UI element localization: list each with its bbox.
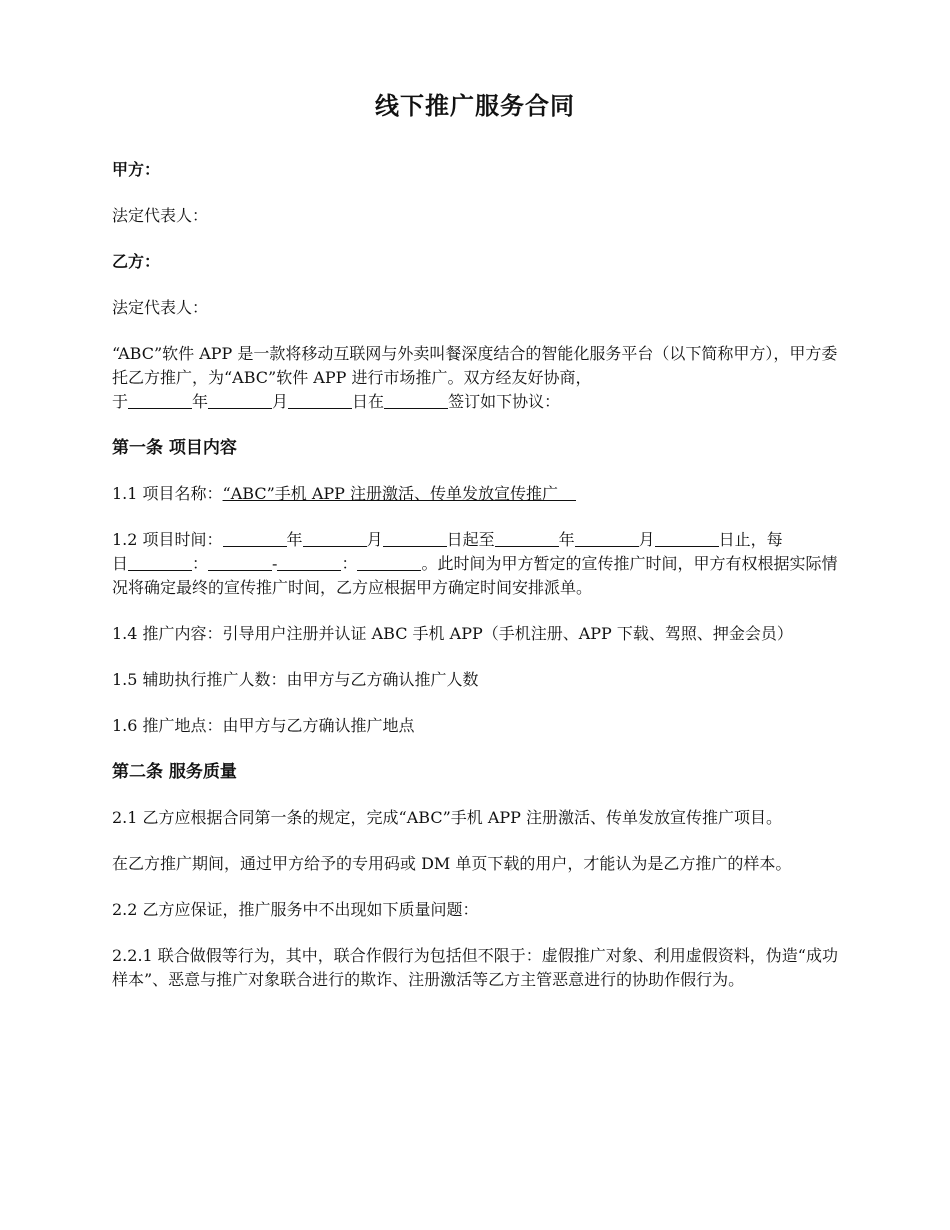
party-b-representative: 法定代表人：	[112, 298, 209, 317]
intro-year-label: 年	[192, 392, 209, 411]
intro-day-label: 日在	[352, 392, 385, 411]
blank-start-year[interactable]	[223, 530, 287, 547]
blank-month[interactable]	[208, 392, 272, 409]
colon-2: ：	[341, 554, 358, 573]
item2-label: 1.2 项目时间：	[112, 530, 223, 549]
project-name-tail	[558, 484, 576, 501]
intro-paragraph	[112, 342, 838, 414]
blank-end-year[interactable]	[495, 530, 559, 547]
item1-label: 1.1 项目名称：	[112, 484, 223, 503]
blank-end-hour[interactable]	[277, 554, 341, 571]
intro-text: “ABC”软件 APP 是一款将移动互联网与外卖叫餐深度结合的智能化服务平台（以下简称甲方），甲方委托乙方推广，为“ABC”软件 APP 进行市场推广。双方经友好协商，	[112, 344, 838, 387]
start-day-label: 日起至	[446, 530, 495, 549]
blank-end-minute[interactable]	[357, 554, 421, 571]
blank-start-month[interactable]	[303, 530, 367, 547]
article2-heading: 第二条 服务质量	[112, 762, 237, 782]
document-title: 线下推广服务合同	[375, 92, 575, 120]
intro-suffix: 签订如下协议：	[448, 392, 561, 411]
end-day-label: 日止，每	[718, 530, 783, 549]
article1-item5: 1.5 辅助执行推广人数：由甲方与乙方确认推广人数	[112, 670, 479, 689]
blank-start-minute[interactable]	[208, 554, 272, 571]
blank-start-hour[interactable]	[128, 554, 192, 571]
article2-item1: 2.1 乙方应根据合同第一条的规定，完成“ABC”手机 APP 注册激活、传单发放宣传推广项目。	[112, 808, 783, 827]
article1-item4: 1.4 推广内容：引导用户注册并认证 ABC 手机 APP（手机注册、APP 下载、驾照、押金会员）	[112, 624, 793, 643]
time-dash: -	[272, 554, 278, 573]
project-name: “ABC”手机 APP 注册激活、传单发放宣传推广	[222, 484, 559, 503]
party-b-label: 乙方：	[112, 252, 161, 271]
intro-month-label: 月	[272, 392, 289, 411]
colon-1: ：	[192, 554, 209, 573]
start-month-label: 月	[366, 530, 383, 549]
article1-item1	[112, 482, 838, 506]
start-year-label: 年	[286, 530, 303, 549]
article1-item2	[112, 528, 838, 600]
daily-label: 日	[112, 554, 129, 573]
article2-item2: 2.2 乙方应保证，推广服务中不出现如下质量问题：	[112, 900, 479, 919]
blank-start-day[interactable]	[383, 530, 447, 547]
blank-place[interactable]	[384, 392, 448, 409]
article2-paragraph: 在乙方推广期间，通过甲方给予的专用码或 DM 单页下载的用户，才能认为是乙方推广的样本。	[112, 854, 792, 873]
blank-end-day[interactable]	[655, 530, 719, 547]
end-month-label: 月	[638, 530, 655, 549]
article1-heading: 第一条 项目内容	[112, 438, 237, 458]
blank-year[interactable]	[128, 392, 192, 409]
party-a-representative: 法定代表人：	[112, 206, 209, 225]
blank-end-month[interactable]	[575, 530, 639, 547]
blank-day[interactable]	[288, 392, 352, 409]
article1-item6: 1.6 推广地点：由甲方与乙方确认推广地点	[112, 716, 415, 735]
time-note: 。此时间为甲方暂定的宣传推广时间，甲方有权根据实际情况将确定最终的宣传推广时间，乙方应根据甲方确定时间安排派单。	[112, 554, 838, 597]
article2-item2-1: 2.2.1 联合做假等行为，其中，联合作假行为包括但不限于：虚假推广对象、利用虚假资料，伪造“成功样本”、恶意与推广对象联合进行的欺诈、注册激活等乙方主管恶意进行的协助作假行为。	[112, 946, 838, 989]
end-year-label: 年	[558, 530, 575, 549]
intro-prefix: 于	[112, 392, 129, 411]
party-a-label: 甲方：	[112, 160, 161, 179]
